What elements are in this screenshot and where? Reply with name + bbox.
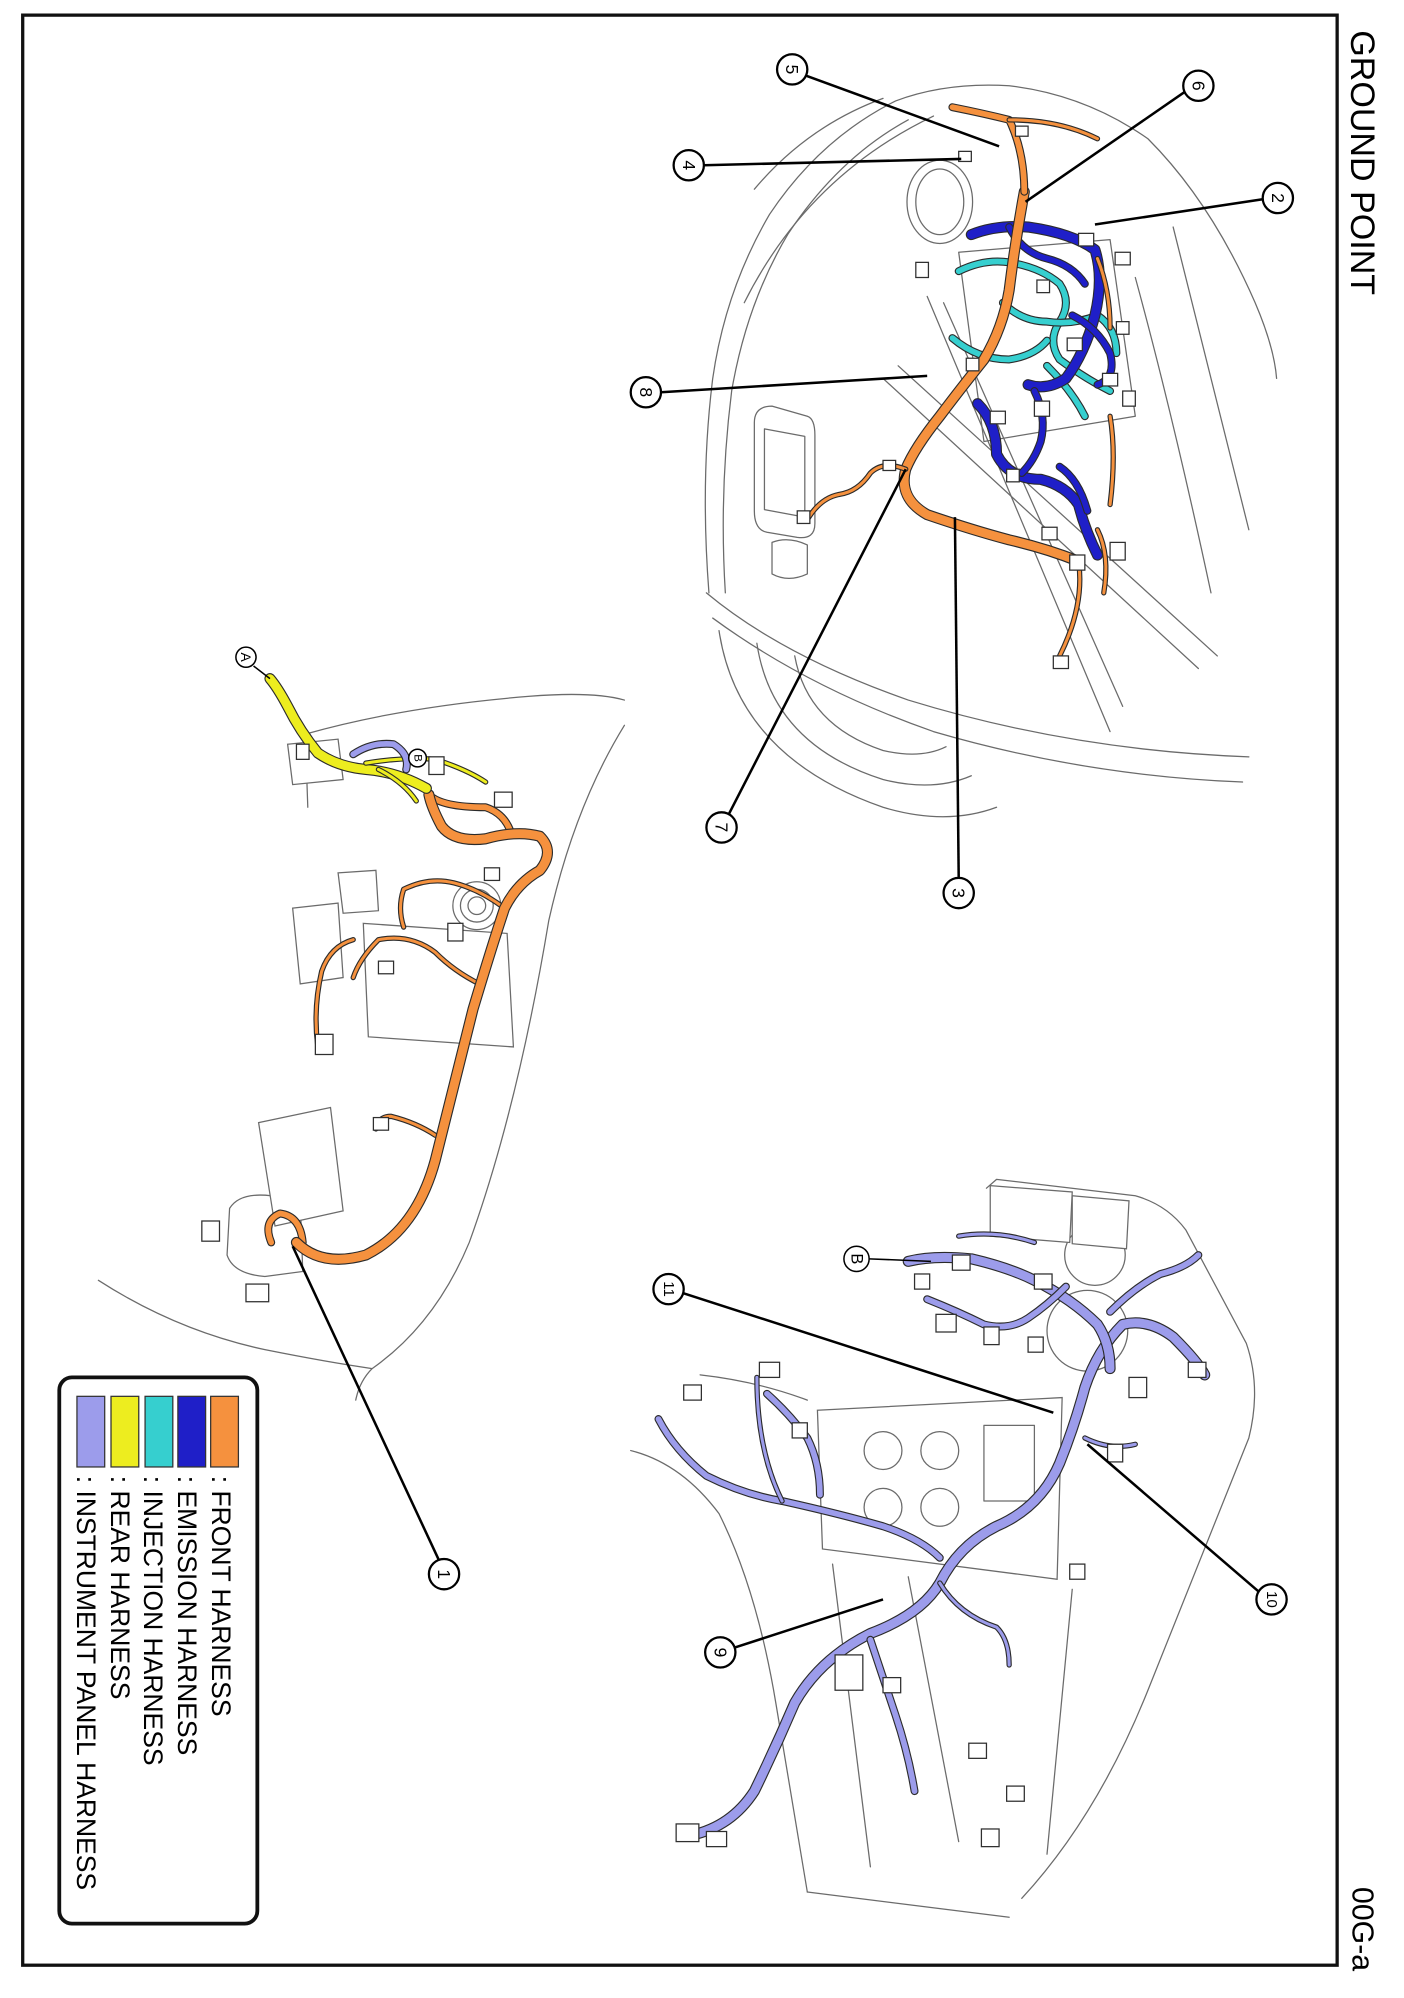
leader-line-8 [661, 376, 927, 392]
callout-9 [705, 1637, 735, 1667]
leader-line-2 [1095, 199, 1263, 224]
legend-label-injection: : INJECTION HARNESS [137, 1475, 168, 1766]
connector [1007, 469, 1020, 482]
wheel-arch-line [719, 631, 997, 817]
callout-number: 4 [678, 160, 699, 171]
front-view-outline [98, 694, 624, 1400]
round-component-outline [907, 160, 973, 243]
connector [373, 1118, 388, 1131]
legend-swatch-front [211, 1396, 239, 1467]
connector [916, 262, 929, 277]
upper-box-outline [1072, 1196, 1129, 1249]
connector [1103, 373, 1118, 386]
body-outline-line [723, 120, 908, 593]
callout-8 [631, 377, 661, 407]
ref-b-main [844, 1246, 869, 1271]
legend-swatch-injection [145, 1396, 173, 1467]
callout-number: 7 [711, 822, 732, 833]
callout-number: 1 [434, 1569, 455, 1580]
callout-7 [706, 812, 736, 842]
connector [246, 1284, 269, 1302]
connector [1067, 338, 1082, 351]
connector [1115, 252, 1130, 265]
connector [969, 1743, 987, 1758]
connector [1007, 1786, 1025, 1801]
connector [494, 792, 512, 807]
connector [990, 411, 1005, 424]
engine-bay-view [705, 85, 1276, 817]
engine-bay-outline [705, 85, 1276, 817]
connector [835, 1655, 863, 1690]
side-line [1173, 227, 1249, 530]
connector [1034, 1274, 1052, 1289]
callout-number: 2 [1267, 193, 1288, 203]
callout-11 [653, 1274, 683, 1304]
callout-number: 11 [660, 1281, 678, 1297]
connector [1110, 542, 1125, 560]
connector [202, 1221, 220, 1241]
connector [1188, 1362, 1206, 1377]
connector [1079, 233, 1094, 246]
ref-a [236, 647, 256, 667]
connector [797, 511, 810, 524]
connector [952, 1255, 970, 1270]
legend-swatch-instrument-panel [77, 1396, 105, 1467]
module-box-outline [338, 870, 378, 913]
wheel-arch-line [757, 643, 971, 785]
connector [684, 1385, 702, 1400]
leader-line-11 [682, 1293, 1053, 1413]
connector [296, 744, 309, 759]
connector [936, 1314, 956, 1332]
connector [883, 1678, 901, 1693]
body-outline-line [305, 694, 624, 734]
legend [59, 1377, 257, 1923]
bumper-line [713, 618, 1243, 782]
callout-number: 8 [635, 387, 656, 398]
dashboard-outline-line [1047, 1589, 1072, 1854]
connector [484, 868, 499, 881]
callout-number: 6 [1188, 80, 1209, 91]
leader-line-ref-a [254, 666, 270, 679]
connector [1034, 401, 1049, 416]
connector [1053, 656, 1068, 669]
side-line [1135, 278, 1211, 593]
callout-number: 9 [710, 1647, 731, 1658]
connector [315, 1034, 333, 1054]
dashboard-outline-line [908, 1577, 958, 1842]
connector [759, 1362, 779, 1377]
leader-line-6 [1026, 92, 1185, 202]
engine-bay-connectors [797, 126, 1135, 668]
connector [984, 1327, 999, 1345]
dashboard-outline-line [700, 1375, 807, 1400]
callout-2 [1263, 183, 1293, 213]
connector [981, 1829, 999, 1847]
leader-line-4 [704, 159, 961, 165]
instrument-panel-view [631, 1179, 1255, 1917]
connector [883, 460, 896, 470]
body-outline-line [356, 725, 625, 1400]
connector [448, 923, 463, 941]
legend-label-rear: : REAR HARNESS [105, 1475, 136, 1700]
lamp-outline [772, 540, 807, 579]
connector [915, 1274, 930, 1289]
legend-swatch-rear [111, 1396, 139, 1467]
callout-3 [944, 878, 974, 908]
ref-b-rear [409, 749, 427, 767]
hood-edge-line [754, 98, 883, 189]
leader-line-1 [293, 1246, 439, 1560]
connector [1042, 527, 1057, 540]
callout-1 [429, 1559, 459, 1589]
legend-label-front: : FRONT HARNESS [205, 1475, 236, 1717]
instrument-panel-outline [631, 1179, 1255, 1917]
callout-number: 5 [782, 64, 803, 75]
connector [706, 1832, 726, 1847]
legend-swatch-emission [178, 1396, 206, 1467]
legend-label-emission: : EMISSION HARNESS [171, 1475, 202, 1756]
front-harness-branch-edge [807, 466, 905, 520]
connector [1070, 1564, 1085, 1579]
page-title: GROUND POINT [1343, 30, 1382, 296]
callout-10 [1256, 1584, 1286, 1614]
ref-letter: A [237, 652, 254, 662]
connector [1037, 280, 1050, 293]
instrument-panel-harness-line [908, 1257, 1110, 1368]
connector [1015, 126, 1028, 136]
callout-number: 3 [948, 888, 969, 898]
leader-line-3 [955, 517, 959, 878]
body-outline-line [98, 1280, 372, 1368]
headlamp-inner-outline [764, 429, 804, 517]
callout-number: 10 [1263, 1590, 1281, 1608]
callout-4 [674, 150, 704, 180]
connector [429, 757, 444, 775]
connector [1123, 391, 1136, 406]
connector [1028, 1337, 1043, 1352]
connector [1070, 555, 1085, 570]
connector [966, 358, 979, 371]
connector [1129, 1377, 1147, 1397]
dashboard-outline-line [807, 1892, 1009, 1917]
connector [1116, 322, 1129, 335]
page-code: 00G-a [1345, 1887, 1379, 1972]
module-box-outline [293, 903, 343, 984]
front-harness-branch [807, 466, 905, 520]
front-harness-view [98, 679, 624, 1401]
instrument-panel-harness-branch [940, 1583, 1009, 1665]
ref-letter: B [411, 754, 424, 762]
ref-letter: B [847, 1253, 866, 1265]
bumper-line [706, 593, 1248, 757]
connector [1108, 1444, 1123, 1462]
leader-line-10 [1087, 1444, 1259, 1592]
legend-label-instrument-panel: : INSTRUMENT PANEL HARNESS [70, 1475, 101, 1891]
connector [792, 1423, 807, 1438]
connector [676, 1824, 699, 1842]
front-harness-branch [1060, 561, 1080, 656]
connector [378, 961, 393, 974]
callout-6 [1183, 71, 1213, 101]
callout-5 [777, 54, 807, 84]
round-component-inner [916, 169, 964, 235]
